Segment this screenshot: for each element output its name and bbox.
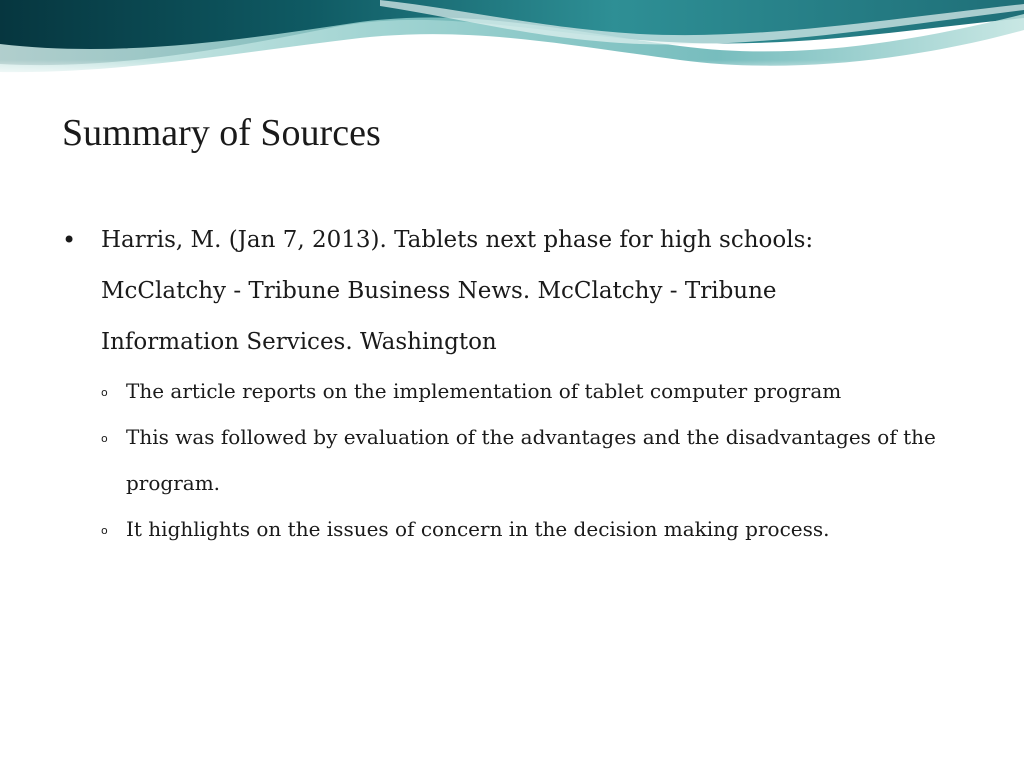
sub-item-text: The article reports on the implementation of tablet computer program xyxy=(126,379,842,403)
slide-title: Summary of Sources xyxy=(62,112,381,154)
bullet-dot-icon: • xyxy=(62,226,77,254)
sub-item-text: This was followed by evaluation of the advantages and the disadvantages of the program. xyxy=(126,425,936,495)
circle-bullet-icon: o xyxy=(101,386,108,399)
sub-item-text: It highlights on the issues of concern in the decision making process. xyxy=(126,517,830,541)
slide-body xyxy=(0,222,1024,552)
circle-bullet-icon: o xyxy=(101,432,108,445)
sub-list-item xyxy=(0,414,956,506)
summary-sub-list xyxy=(0,368,1024,552)
sub-list-item xyxy=(0,506,956,552)
header-wave-decoration xyxy=(0,0,1024,80)
sub-list-item xyxy=(0,368,956,414)
circle-bullet-icon: o xyxy=(101,524,108,537)
citation-text: Harris, M. (Jan 7, 2013). Tablets next phase for high schools: McClatchy - Tribune Business News. McClatchy - Tribune Information Services. Washington xyxy=(101,227,814,355)
citation-bullet xyxy=(0,215,901,368)
